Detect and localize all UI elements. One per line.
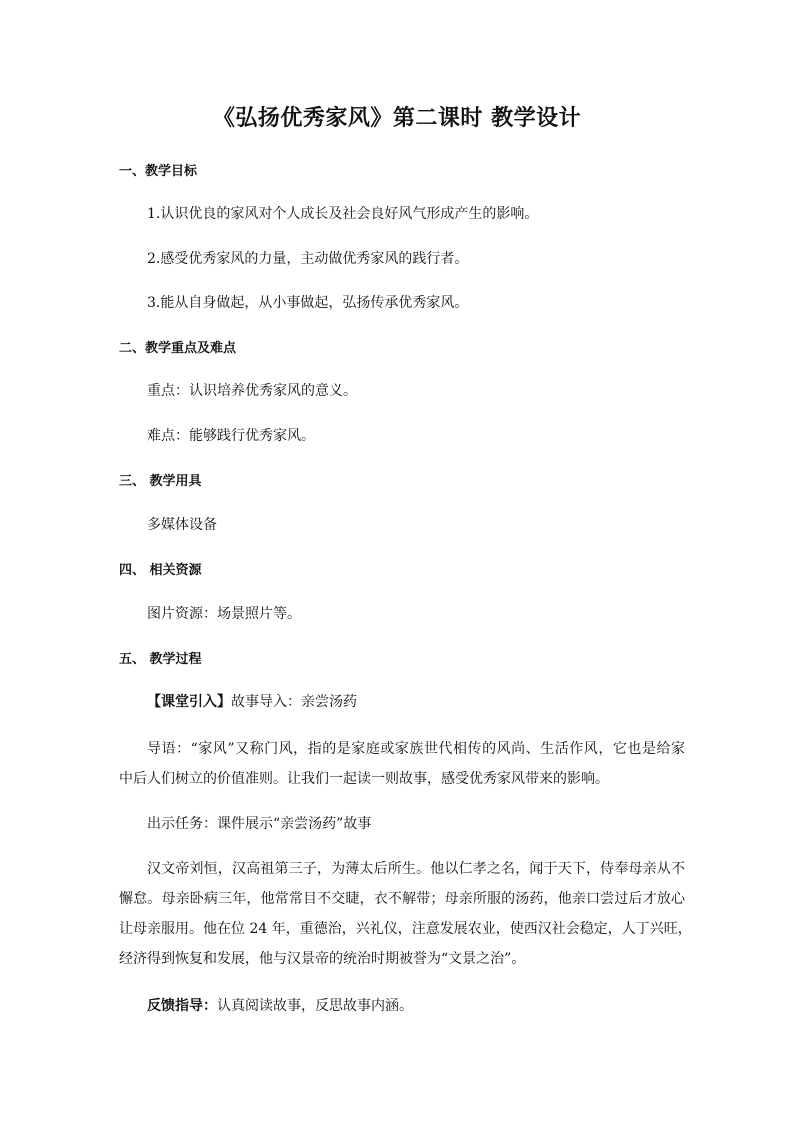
feedback-text: 认真阅读故事，反思故事内涵。 — [217, 998, 413, 1014]
section-heading-resources: 四、 相关资源 — [119, 563, 202, 578]
story-line-2: 懈怠。母亲卧病三年，他常常目不交睫，衣不解带；母亲所服的汤药，他亲口尝过后才放心 — [119, 891, 685, 907]
intro-paragraph — [147, 691, 357, 711]
section-heading-key-points: 二、教学重点及难点 — [119, 341, 237, 356]
guide-line-2: 中后人们树立的价值准则。让我们一起读一则故事，感受优秀家风带来的影响。 — [119, 771, 609, 787]
tools-text: 多媒体设备 — [147, 517, 217, 533]
feedback-paragraph — [147, 995, 413, 1015]
objective-item-3: 3.能从自身做起，从小事做起，弘扬传承优秀家风。 — [147, 295, 469, 311]
intro-label: 【课堂引入】 — [147, 694, 231, 710]
objective-item-1: 1.认识优良的家风对个人成长及社会良好风气形成产生的影响。 — [147, 206, 539, 222]
story-line-4: 经济得到恢复和发展，他与汉景帝的统治时期被誉为“文景之治”。 — [119, 951, 526, 967]
difficulty-text: 难点：能够践行优秀家风。 — [147, 428, 315, 444]
key-point-text: 重点：认识培养优秀家风的意义。 — [147, 383, 357, 399]
task-text: 出示任务：课件展示“亲尝汤药”故事 — [147, 816, 372, 832]
story-line-1: 汉文帝刘恒，汉高祖第三子，为薄太后所生。他以仁孝之名，闻于天下，侍奉母亲从不 — [147, 861, 685, 877]
intro-text: 故事导入：亲尝汤药 — [231, 694, 357, 710]
resources-text: 图片资源：场景照片等。 — [147, 606, 301, 622]
feedback-label: 反馈指导： — [147, 998, 217, 1014]
story-line-3: 让母亲服用。他在位 24 年，重德治，兴礼仪，注意发展农业，使西汉社会稳定，人丁兴旺， — [119, 921, 692, 937]
document-title: 《弘扬优秀家风》第二课时 教学设计 — [212, 105, 582, 131]
guide-line-1: 导语：“家风”又称门风，指的是家庭或家族世代相传的风尚、生活作风，它也是给家 — [147, 741, 685, 757]
section-heading-process: 五、 教学过程 — [119, 652, 202, 667]
section-heading-tools: 三、 教学用具 — [119, 474, 202, 489]
section-heading-objectives: 一、教学目标 — [119, 164, 198, 179]
objective-item-2: 2.感受优秀家风的力量，主动做优秀家风的践行者。 — [147, 251, 469, 267]
